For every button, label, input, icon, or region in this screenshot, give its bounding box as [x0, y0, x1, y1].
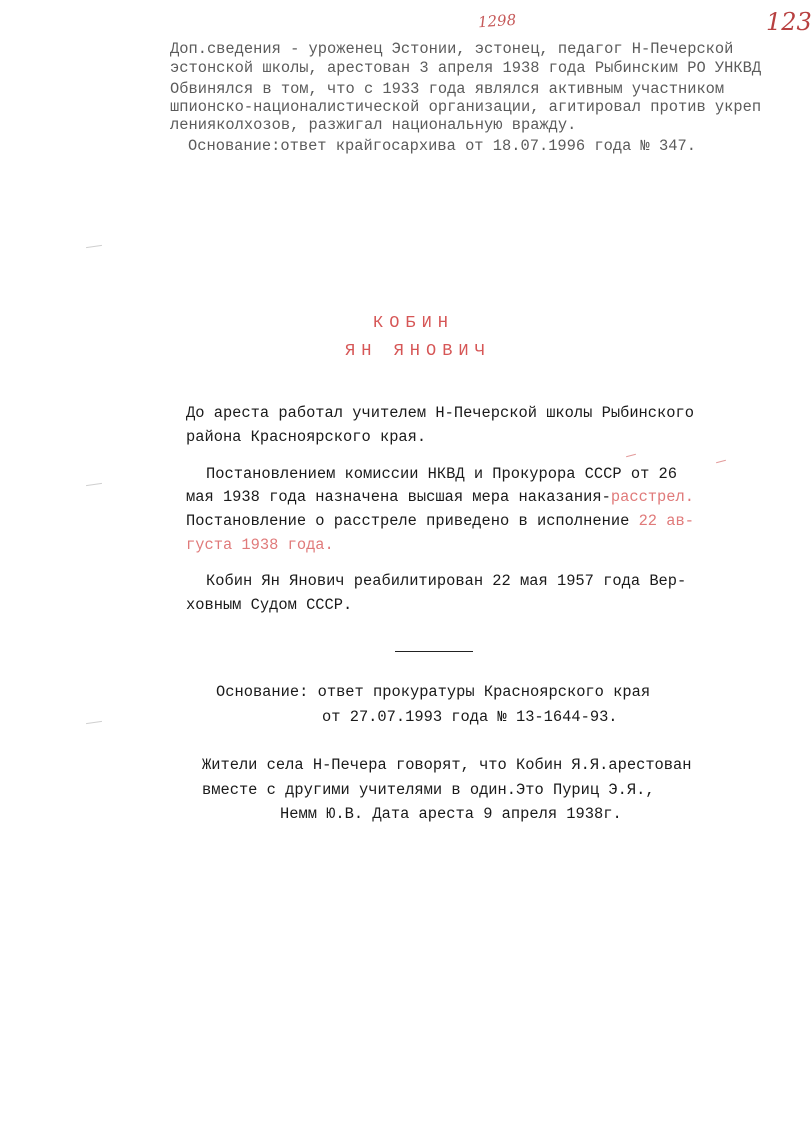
- execution-verdict: расстрел.: [610, 488, 694, 506]
- body-p3-line-1: Кобин Ян Янович реабилитирован 22 мая 1957 года Вер-: [206, 572, 687, 590]
- archive-number-annotation: 1298: [477, 10, 517, 32]
- residents-note-line-3: Немм Ю.В. Дата ареста 9 апреля 1938г.: [280, 805, 622, 823]
- body-p2-line-2: [186, 486, 694, 508]
- header-note-line-5: ленияколхозов, разжигал национальную вражду.: [170, 116, 577, 134]
- header-note-line-1: Доп.сведения - уроженец Эстонии, эстонец, педагог Н-Печерской: [170, 40, 734, 58]
- margin-mark: [86, 721, 102, 724]
- red-pencil-tick: [716, 460, 726, 463]
- body-p2-line-1: Постановлением комиссии НКВД и Прокурора СССР от 26: [206, 465, 678, 483]
- body-p2-line-3: [186, 510, 694, 532]
- body-p3-line-2: ховным Судом СССР.: [186, 596, 353, 614]
- residents-note-line-1: Жители села Н-Печера говорят, что Кобин Я.Я.арестован: [202, 756, 692, 774]
- person-surname: КОБИН: [373, 314, 455, 333]
- page-number-annotation: 123: [766, 8, 812, 36]
- header-note-basis: Основание:ответ крайгосархива от 18.07.1996 года № 347.: [188, 137, 696, 155]
- header-note-line-3: Обвинялся в том, что с 1933 года являлся активным участником: [170, 80, 725, 98]
- person-given-names: ЯН ЯНОВИЧ: [345, 342, 491, 361]
- header-note-line-2: эстонской школы, арестован 3 апреля 1938 года Рыбинским РО УНКВД: [170, 59, 762, 77]
- body-p1-line-2: района Красноярского края.: [186, 428, 427, 446]
- body-p1-line-1: До ареста работал учителем Н-Печерской школы Рыбинского: [186, 404, 694, 422]
- header-note-line-4: шпионско-националистической организации, агитировал против укреп: [170, 98, 762, 116]
- margin-mark: [86, 483, 102, 486]
- execution-date-part-2: густа 1938 года.: [186, 536, 334, 554]
- execution-date-part-1: 22 ав-: [638, 512, 694, 530]
- margin-mark: [86, 245, 102, 248]
- basis-line-1: Основание: ответ прокуратуры Красноярского края: [216, 683, 651, 701]
- section-divider: [395, 651, 473, 652]
- basis-line-2: от 27.07.1993 года № 13-1644-93.: [322, 708, 618, 726]
- body-p2-line-2-text: мая 1938 года назначена высшая мера наказания-: [186, 488, 611, 506]
- red-pencil-tick: [626, 454, 636, 457]
- residents-note-line-2: вместе с другими учителями в один.Это Пуриц Э.Я.,: [202, 781, 655, 799]
- body-p2-line-3-text: Постановление о расстреле приведено в исполнение: [186, 512, 639, 530]
